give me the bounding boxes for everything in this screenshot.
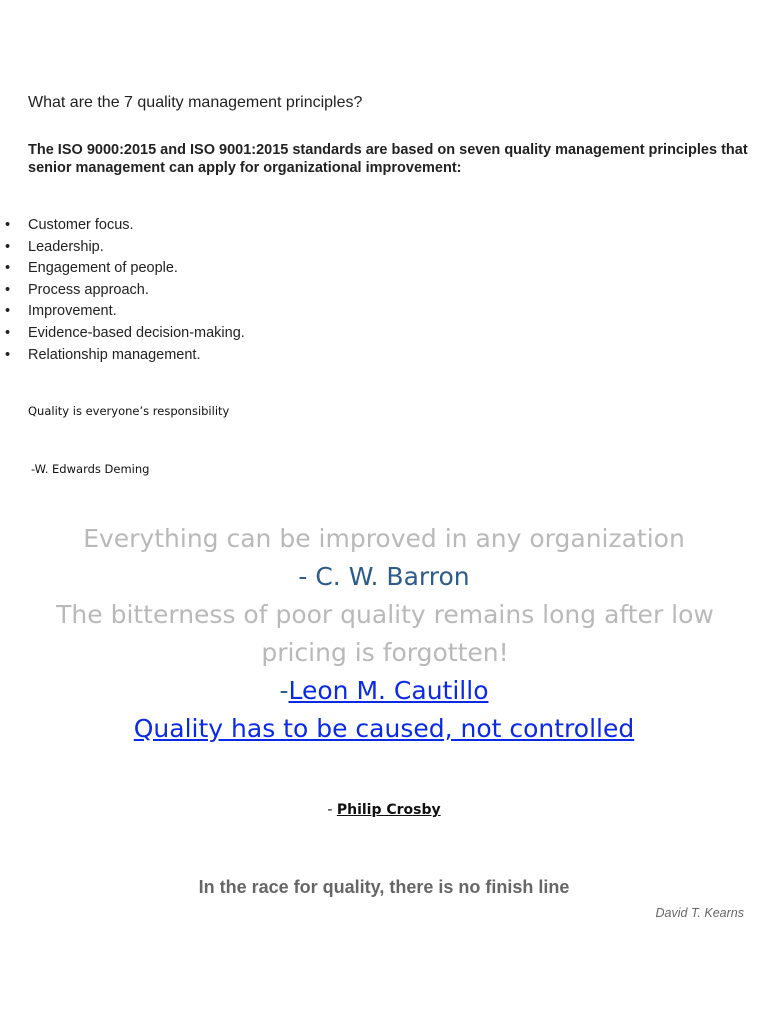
list-item bbox=[0, 258, 245, 280]
bullet-icon: • bbox=[5, 260, 11, 277]
list-item bbox=[0, 215, 245, 237]
bullet-icon: • bbox=[5, 346, 11, 363]
intro-paragraph: The ISO 9000:2015 and ISO 9001:2015 standards are based on seven quality management principles that senior management can apply for organizational improvement: bbox=[28, 142, 748, 176]
principle-label: Engagement of people. bbox=[28, 260, 178, 277]
list-item bbox=[0, 345, 245, 367]
bullet-icon: • bbox=[5, 303, 11, 320]
bullet-icon: • bbox=[5, 238, 11, 255]
principle-label: Evidence-based decision-making. bbox=[28, 324, 245, 341]
barron-author: - C. W. Barron bbox=[298, 562, 470, 591]
principle-label: Customer focus. bbox=[28, 217, 134, 233]
bullet-icon: • bbox=[5, 281, 11, 298]
kearns-author: David T. Kearns bbox=[655, 906, 744, 920]
crosby-dash: - bbox=[327, 802, 337, 818]
crosby-attribution bbox=[0, 802, 768, 818]
cautillo-attribution bbox=[0, 672, 768, 710]
list-item bbox=[0, 301, 245, 323]
deming-author: -W. Edwards Deming bbox=[31, 462, 150, 476]
principles-list bbox=[0, 215, 245, 366]
principle-label: Relationship management. bbox=[28, 346, 201, 363]
kearns-quote: In the race for quality, there is no finish line bbox=[198, 877, 570, 897]
barron-quote: Everything can be improved in any organization bbox=[83, 524, 685, 553]
list-item bbox=[0, 323, 245, 345]
crosby-quote-link[interactable]: Quality has to be caused, not controlled bbox=[133, 714, 635, 743]
principle-label: Improvement. bbox=[28, 303, 117, 320]
list-item bbox=[0, 237, 245, 259]
bullet-icon: • bbox=[5, 217, 11, 233]
principle-label: Leadership. bbox=[28, 238, 104, 255]
cautillo-dash: - bbox=[279, 676, 289, 705]
crosby-author[interactable]: Philip Crosby bbox=[336, 802, 441, 818]
bullet-icon: • bbox=[5, 324, 11, 341]
list-item bbox=[0, 280, 245, 302]
page-question: What are the 7 quality management principles? bbox=[28, 94, 363, 111]
crosby-quote-container bbox=[0, 710, 768, 748]
cautillo-author-link[interactable]: Leon M. Cautillo bbox=[288, 676, 489, 705]
deming-quote: Quality is everyone’s responsibility bbox=[28, 404, 230, 418]
principle-label: Process approach. bbox=[28, 281, 149, 298]
cautillo-quote: The bitterness of poor quality remains long after low pricing is forgotten! bbox=[56, 600, 714, 667]
